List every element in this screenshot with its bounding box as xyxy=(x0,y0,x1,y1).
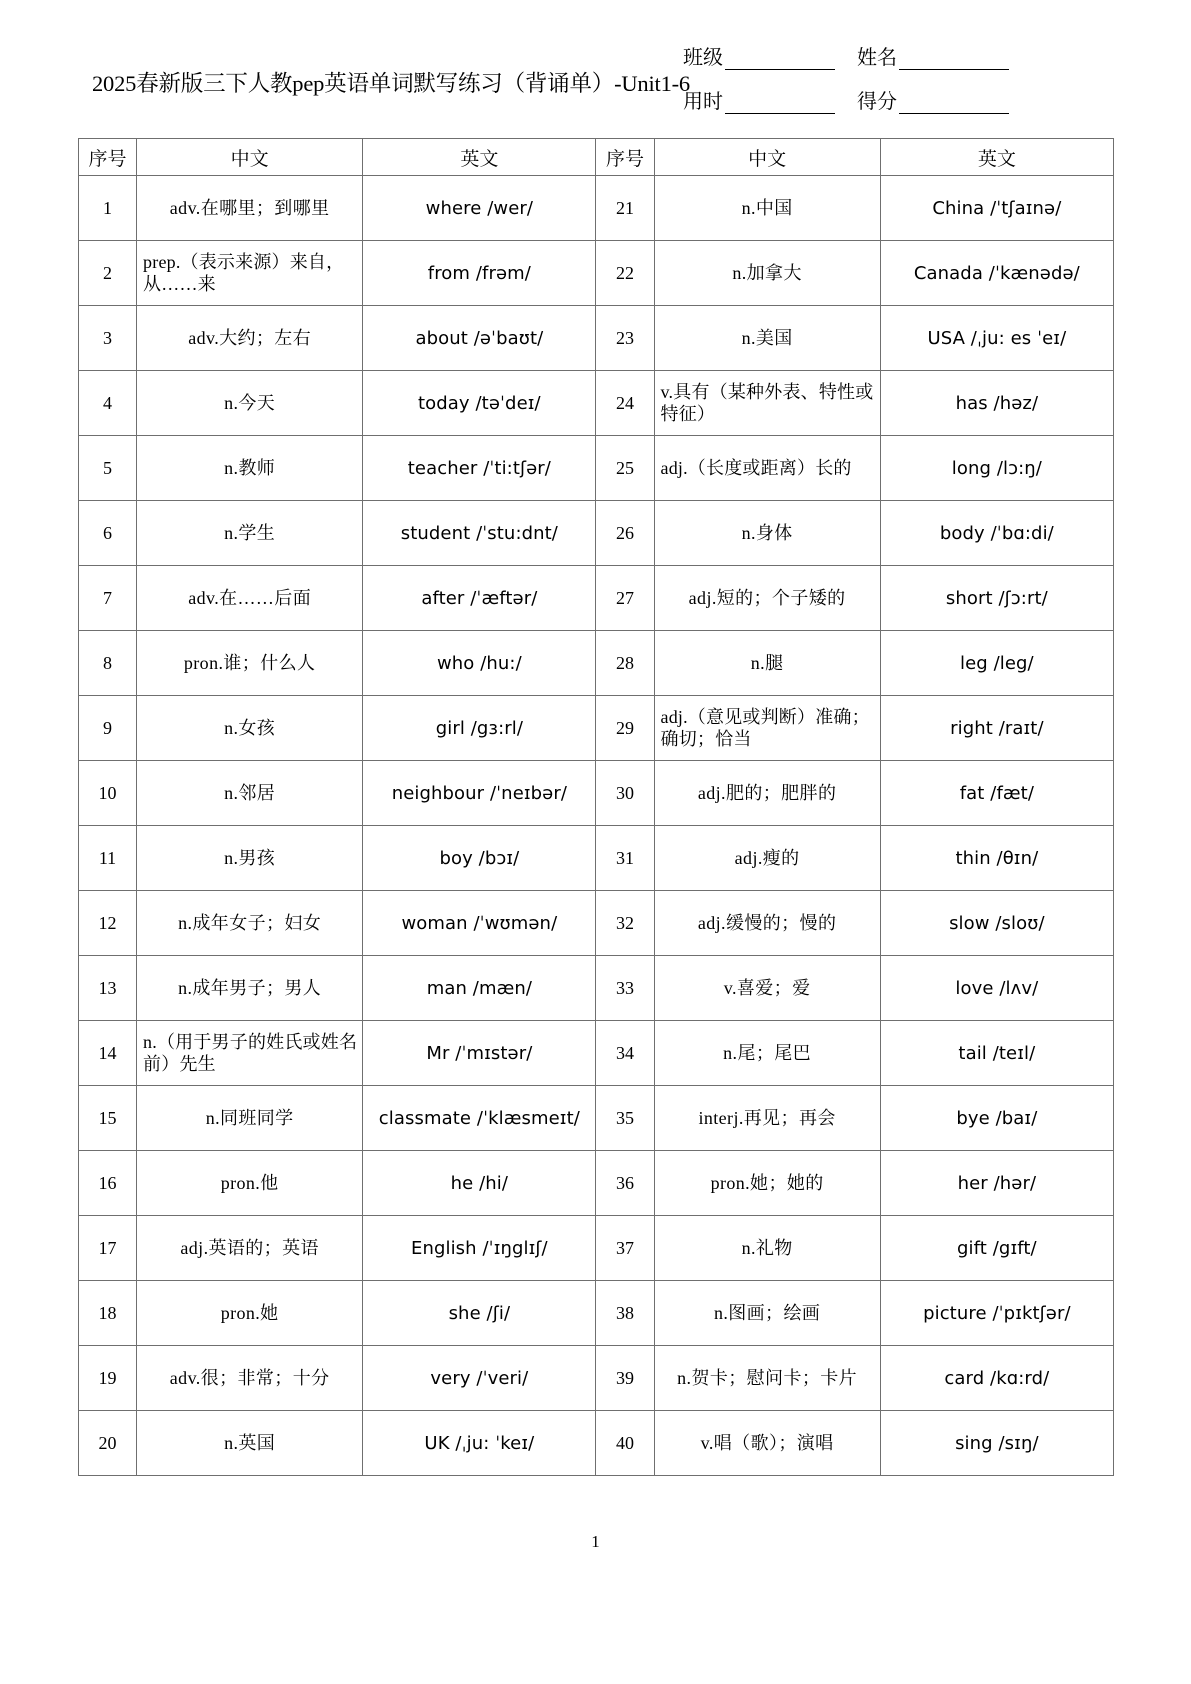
row-number-right: 39 xyxy=(596,1346,654,1411)
chinese-meaning-right: n.礼物 xyxy=(654,1216,880,1281)
chinese-meaning-right: v.唱（歌）；演唱 xyxy=(654,1411,880,1476)
english-word-right: thin /θɪn/ xyxy=(880,826,1113,891)
chinese-meaning-left: pron.她 xyxy=(137,1281,363,1346)
chinese-meaning-left: adj.英语的；英语 xyxy=(137,1216,363,1281)
field-class-input[interactable] xyxy=(725,49,835,70)
row-number-right: 28 xyxy=(596,631,654,696)
english-word-right: has /həz/ xyxy=(880,371,1113,436)
row-number-right: 23 xyxy=(596,306,654,371)
row-number-left: 1 xyxy=(79,176,137,241)
table-body xyxy=(79,176,1114,1476)
chinese-meaning-right: adj.缓慢的；慢的 xyxy=(654,891,880,956)
english-word-right: tail /teɪl/ xyxy=(880,1021,1113,1086)
chinese-meaning-right: adj.（长度或距离）长的 xyxy=(654,436,880,501)
row-number-left: 3 xyxy=(79,306,137,371)
chinese-meaning-left: n.教师 xyxy=(137,436,363,501)
chinese-meaning-right: v.喜爱；爱 xyxy=(654,956,880,1021)
row-number-right: 21 xyxy=(596,176,654,241)
table-row xyxy=(79,1281,1114,1346)
row-number-left: 8 xyxy=(79,631,137,696)
chinese-meaning-left: n.女孩 xyxy=(137,696,363,761)
row-number-left: 15 xyxy=(79,1086,137,1151)
chinese-meaning-left: adv.在哪里；到哪里 xyxy=(137,176,363,241)
row-number-right: 37 xyxy=(596,1216,654,1281)
chinese-meaning-left: n.成年男子；男人 xyxy=(137,956,363,1021)
field-score xyxy=(857,85,1009,114)
english-word-left: student /ˈstu:dnt/ xyxy=(363,501,596,566)
chinese-meaning-left: adv.很；非常；十分 xyxy=(137,1346,363,1411)
english-word-right: long /lɔ:ŋ/ xyxy=(880,436,1113,501)
row-number-left: 11 xyxy=(79,826,137,891)
row-number-left: 20 xyxy=(79,1411,137,1476)
row-number-right: 25 xyxy=(596,436,654,501)
english-word-right: card /kɑ:rd/ xyxy=(880,1346,1113,1411)
row-number-left: 4 xyxy=(79,371,137,436)
chinese-meaning-left: pron.谁；什么人 xyxy=(137,631,363,696)
chinese-meaning-right: n.中国 xyxy=(654,176,880,241)
english-word-right: fat /fæt/ xyxy=(880,761,1113,826)
chinese-meaning-right: n.身体 xyxy=(654,501,880,566)
english-word-right: slow /sloʊ/ xyxy=(880,891,1113,956)
row-number-left: 12 xyxy=(79,891,137,956)
row-number-left: 14 xyxy=(79,1021,137,1086)
chinese-meaning-right: adj.肥的；肥胖的 xyxy=(654,761,880,826)
chinese-meaning-left: adv.在……后面 xyxy=(137,566,363,631)
field-name-input[interactable] xyxy=(899,49,1009,70)
field-time-label: 用时 xyxy=(683,91,723,113)
student-info-fields xyxy=(683,26,1113,114)
chinese-meaning-left: n.（用于男子的姓氏或姓名前）先生 xyxy=(137,1021,363,1086)
english-word-right: sing /sɪŋ/ xyxy=(880,1411,1113,1476)
chinese-meaning-left: n.学生 xyxy=(137,501,363,566)
table-row xyxy=(79,1346,1114,1411)
english-word-left: where /wer/ xyxy=(363,176,596,241)
chinese-meaning-right: n.图画；绘画 xyxy=(654,1281,880,1346)
chinese-meaning-right: v.具有（某种外表、特性或特征） xyxy=(654,371,880,436)
chinese-meaning-right: n.尾；尾巴 xyxy=(654,1021,880,1086)
row-number-right: 29 xyxy=(596,696,654,761)
field-name-label: 姓名 xyxy=(857,47,897,69)
table-row xyxy=(79,1151,1114,1216)
table-row xyxy=(79,1021,1114,1086)
english-word-right: gift /gɪft/ xyxy=(880,1216,1113,1281)
row-number-right: 33 xyxy=(596,956,654,1021)
chinese-meaning-right: n.贺卡；慰问卡；卡片 xyxy=(654,1346,880,1411)
english-word-left: from /frəm/ xyxy=(363,241,596,306)
student-info-row-1 xyxy=(683,26,1113,70)
english-word-left: she /ʃi/ xyxy=(363,1281,596,1346)
chinese-meaning-right: n.美国 xyxy=(654,306,880,371)
chinese-meaning-left: n.成年女子；妇女 xyxy=(137,891,363,956)
column-header-chinese-right: 中文 xyxy=(654,139,880,176)
row-number-right: 27 xyxy=(596,566,654,631)
column-header-english-left: 英文 xyxy=(363,139,596,176)
row-number-left: 10 xyxy=(79,761,137,826)
table-row xyxy=(79,891,1114,956)
english-word-right: USA /ˌju: es ˈeɪ/ xyxy=(880,306,1113,371)
chinese-meaning-right: adj.瘦的 xyxy=(654,826,880,891)
field-class-label: 班级 xyxy=(683,47,723,69)
english-word-left: today /təˈdeɪ/ xyxy=(363,371,596,436)
field-name xyxy=(857,41,1009,70)
chinese-meaning-right: interj.再见；再会 xyxy=(654,1086,880,1151)
column-header-no-left: 序号 xyxy=(79,139,137,176)
row-number-right: 32 xyxy=(596,891,654,956)
english-word-left: man /mæn/ xyxy=(363,956,596,1021)
english-word-left: neighbour /ˈneɪbər/ xyxy=(363,761,596,826)
row-number-right: 35 xyxy=(596,1086,654,1151)
english-word-left: boy /bɔɪ/ xyxy=(363,826,596,891)
english-word-left: who /hu:/ xyxy=(363,631,596,696)
row-number-left: 7 xyxy=(79,566,137,631)
row-number-right: 36 xyxy=(596,1151,654,1216)
english-word-left: very /ˈveri/ xyxy=(363,1346,596,1411)
chinese-meaning-right: n.腿 xyxy=(654,631,880,696)
row-number-left: 9 xyxy=(79,696,137,761)
chinese-meaning-right: adj.（意见或判断）准确；确切；恰当 xyxy=(654,696,880,761)
english-word-left: girl /gɜ:rl/ xyxy=(363,696,596,761)
chinese-meaning-right: pron.她；她的 xyxy=(654,1151,880,1216)
table-row xyxy=(79,631,1114,696)
english-word-right: Canada /ˈkænədə/ xyxy=(880,241,1113,306)
row-number-right: 22 xyxy=(596,241,654,306)
row-number-left: 19 xyxy=(79,1346,137,1411)
student-info-row-2 xyxy=(683,70,1113,114)
row-number-right: 34 xyxy=(596,1021,654,1086)
english-word-right: body /ˈbɑ:di/ xyxy=(880,501,1113,566)
english-word-left: he /hi/ xyxy=(363,1151,596,1216)
english-word-right: love /lʌv/ xyxy=(880,956,1113,1021)
chinese-meaning-left: n.同班同学 xyxy=(137,1086,363,1151)
row-number-right: 38 xyxy=(596,1281,654,1346)
row-number-left: 17 xyxy=(79,1216,137,1281)
row-number-right: 40 xyxy=(596,1411,654,1476)
row-number-left: 13 xyxy=(79,956,137,1021)
english-word-right: leg /leg/ xyxy=(880,631,1113,696)
english-word-left: UK /ˌju: ˈkeɪ/ xyxy=(363,1411,596,1476)
table-row xyxy=(79,696,1114,761)
table-row xyxy=(79,1086,1114,1151)
table-row xyxy=(79,1411,1114,1476)
chinese-meaning-left: prep.（表示来源）来自，从……来 xyxy=(137,241,363,306)
english-word-right: China /ˈtʃaɪnə/ xyxy=(880,176,1113,241)
english-word-right: right /raɪt/ xyxy=(880,696,1113,761)
english-word-left: about /əˈbaʊt/ xyxy=(363,306,596,371)
field-time xyxy=(683,85,835,114)
english-word-right: picture /ˈpɪktʃər/ xyxy=(880,1281,1113,1346)
english-word-left: Mr /ˈmɪstər/ xyxy=(363,1021,596,1086)
english-word-left: after /ˈæftər/ xyxy=(363,566,596,631)
table-row xyxy=(79,761,1114,826)
chinese-meaning-left: n.男孩 xyxy=(137,826,363,891)
field-score-label: 得分 xyxy=(857,91,897,113)
table-row xyxy=(79,176,1114,241)
english-word-left: teacher /ˈti:tʃər/ xyxy=(363,436,596,501)
page-header xyxy=(0,26,1191,116)
chinese-meaning-left: pron.他 xyxy=(137,1151,363,1216)
field-score-input[interactable] xyxy=(899,93,1009,114)
field-time-input[interactable] xyxy=(725,93,835,114)
row-number-left: 16 xyxy=(79,1151,137,1216)
table-row xyxy=(79,306,1114,371)
english-word-right: bye /baɪ/ xyxy=(880,1086,1113,1151)
row-number-left: 18 xyxy=(79,1281,137,1346)
column-header-no-right: 序号 xyxy=(596,139,654,176)
vocabulary-table xyxy=(78,138,1114,1476)
page-title: 2025春新版三下人教pep英语单词默写练习（背诵单）-Unit1-6 xyxy=(92,71,690,96)
table-row xyxy=(79,1216,1114,1281)
chinese-meaning-left: n.今天 xyxy=(137,371,363,436)
column-header-chinese-left: 中文 xyxy=(137,139,363,176)
table-row xyxy=(79,956,1114,1021)
row-number-right: 30 xyxy=(596,761,654,826)
row-number-left: 5 xyxy=(79,436,137,501)
english-word-right: short /ʃɔ:rt/ xyxy=(880,566,1113,631)
row-number-right: 31 xyxy=(596,826,654,891)
row-number-left: 2 xyxy=(79,241,137,306)
row-number-left: 6 xyxy=(79,501,137,566)
english-word-left: classmate /ˈklæsmeɪt/ xyxy=(363,1086,596,1151)
english-word-left: woman /ˈwʊmən/ xyxy=(363,891,596,956)
chinese-meaning-left: n.英国 xyxy=(137,1411,363,1476)
table-row xyxy=(79,501,1114,566)
field-class xyxy=(683,41,835,70)
column-header-english-right: 英文 xyxy=(880,139,1113,176)
table-header-row xyxy=(79,139,1114,176)
table-row xyxy=(79,371,1114,436)
table-row xyxy=(79,566,1114,631)
row-number-right: 24 xyxy=(596,371,654,436)
table-row xyxy=(79,826,1114,891)
english-word-right: her /hər/ xyxy=(880,1151,1113,1216)
chinese-meaning-left: adv.大约；左右 xyxy=(137,306,363,371)
table-row xyxy=(79,241,1114,306)
chinese-meaning-left: n.邻居 xyxy=(137,761,363,826)
chinese-meaning-right: n.加拿大 xyxy=(654,241,880,306)
page-number: 1 xyxy=(591,1532,600,1551)
chinese-meaning-right: adj.短的；个子矮的 xyxy=(654,566,880,631)
table-row xyxy=(79,436,1114,501)
row-number-right: 26 xyxy=(596,501,654,566)
english-word-left: English /ˈɪŋglɪʃ/ xyxy=(363,1216,596,1281)
